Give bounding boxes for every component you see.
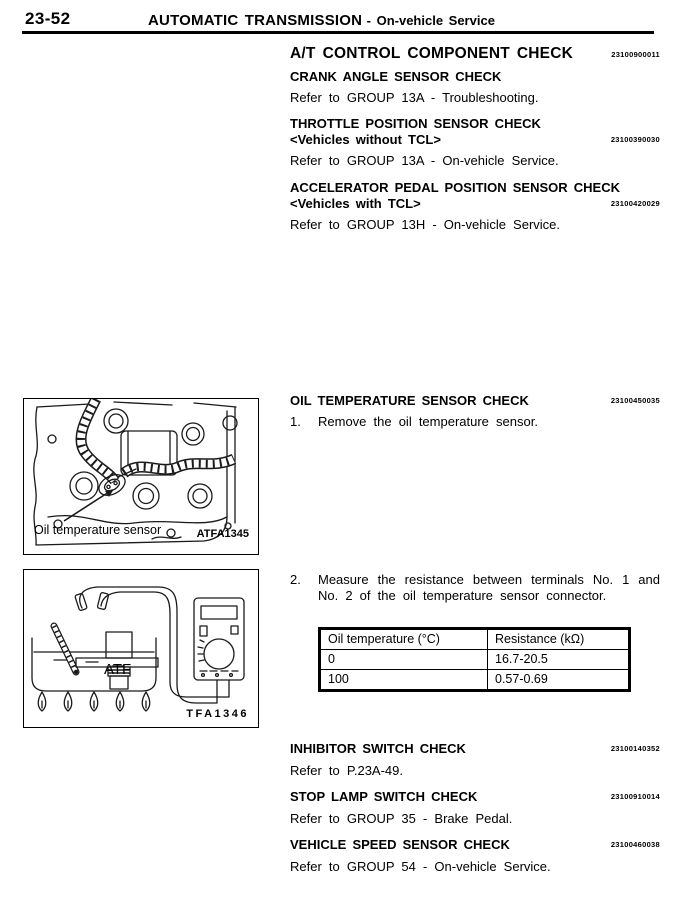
step-number: 1. xyxy=(290,414,301,429)
section-code: 23100910014 xyxy=(610,792,660,801)
table-row xyxy=(320,670,630,691)
section-subtitle: <Vehicles without TCL> xyxy=(290,132,441,147)
section-title: VEHICLE SPEED SENSOR CHECK xyxy=(290,837,510,852)
section-oil-temp xyxy=(290,393,660,409)
section-body-crank: Refer to GROUP 13A - Troubleshooting. xyxy=(290,90,539,105)
section-body-stop-lamp: Refer to GROUP 35 - Brake Pedal. xyxy=(290,811,513,826)
section-body-accelerator: Refer to GROUP 13H - On-vehicle Service. xyxy=(290,217,561,232)
section-code: 23100140352 xyxy=(610,744,660,753)
figure-1-label: Oil temperature sensor xyxy=(34,523,162,537)
section-body-vehicle-speed: Refer to GROUP 54 - On-vehicle Service. xyxy=(290,859,551,874)
section-at-control xyxy=(290,45,660,63)
step-number: 2. xyxy=(290,572,301,587)
section-title: OIL TEMPERATURE SENSOR CHECK xyxy=(290,393,529,408)
table-row xyxy=(320,650,630,670)
section-title: THROTTLE POSITION SENSOR CHECK xyxy=(290,116,541,131)
figure-2-atf-label: ATF xyxy=(104,661,132,678)
section-body-throttle: Refer to GROUP 13A - On-vehicle Service. xyxy=(290,153,559,168)
table-cell: 0 xyxy=(320,650,488,670)
header-title xyxy=(148,12,495,30)
table-header-cell: Resistance (kΩ) xyxy=(488,629,630,650)
section-title: ACCELERATOR PEDAL POSITION SENSOR CHECK xyxy=(290,180,620,195)
figure-1-frame xyxy=(23,398,259,555)
figure-2-frame xyxy=(23,569,259,728)
header-rule xyxy=(22,31,654,34)
section-subtitle: <Vehicles with TCL> xyxy=(290,196,421,211)
step-text: Measure the resistance between terminals No. 1 and No. 2 of the oil temperature sensor connector. xyxy=(318,572,660,603)
figure-1-code: ATFA1345 xyxy=(196,528,249,540)
section-title: INHIBITOR SWITCH CHECK xyxy=(290,741,466,756)
header-title-main: AUTOMATIC TRANSMISSION xyxy=(148,12,363,29)
section-code: 23100900011 xyxy=(611,50,660,59)
page-number: 23-52 xyxy=(25,9,71,28)
section-code: 23100390030 xyxy=(610,135,660,144)
figure-2-illustration xyxy=(24,570,257,726)
section-body-inhibitor: Refer to P.23A-49. xyxy=(290,763,403,778)
header-title-sub: - On-vehicle Service xyxy=(366,13,495,28)
step-2 xyxy=(290,572,660,604)
section-inhibitor xyxy=(290,741,660,757)
figure-2-code: TFA1346 xyxy=(186,708,249,720)
section-code: 23100450035 xyxy=(610,396,660,405)
table-cell: 100 xyxy=(320,670,488,691)
section-code: 23100460038 xyxy=(610,840,660,849)
section-title: STOP LAMP SWITCH CHECK xyxy=(290,789,478,804)
section-code: 23100420029 xyxy=(610,199,660,208)
table-cell: 16.7-20.5 xyxy=(488,650,630,670)
section-title: A/T CONTROL COMPONENT CHECK xyxy=(290,45,573,62)
section-title-crank: CRANK ANGLE SENSOR CHECK xyxy=(290,69,502,84)
table-header-row xyxy=(320,629,630,650)
section-stop-lamp xyxy=(290,789,660,805)
section-accelerator xyxy=(290,180,660,212)
standard-value-table xyxy=(318,627,631,692)
table-header-cell: Oil temperature (°C) xyxy=(320,629,488,650)
step-text: Remove the oil temperature sensor. xyxy=(318,414,538,429)
step-1 xyxy=(290,414,660,430)
table-cell: 0.57-0.69 xyxy=(488,670,630,691)
section-vehicle-speed xyxy=(290,837,660,853)
section-throttle xyxy=(290,116,660,148)
